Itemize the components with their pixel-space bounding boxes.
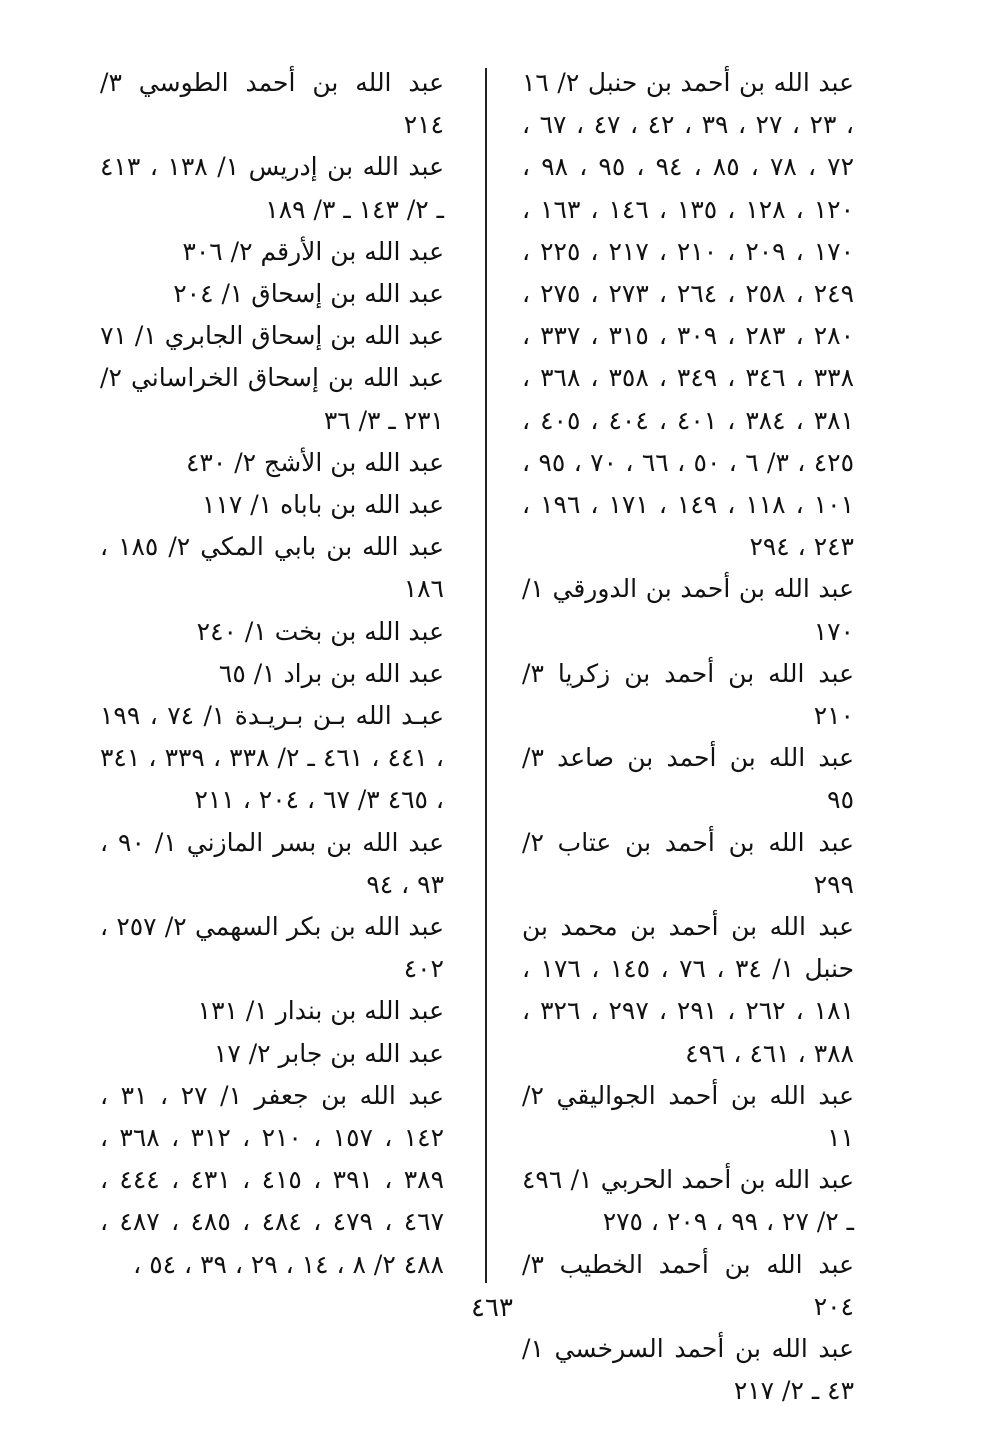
index-entry: عبد الله بن أحمد بن عتاب ٢/ ٢٩٩: [522, 827, 854, 899]
index-entry: عبد الله بن إسحاق ١/ ٢٠٤: [173, 279, 444, 309]
column-divider: [485, 68, 487, 1283]
index-entry: عبد الله بن جعفر ١/ ٢٧ ، ٣١ ، ١٤٢ ، ١٥٧ ، ٢١٠ ، ٣١٢ ، ٣٦٨ ، ٣٨٩ ، ٣٩١ ، ٤١٥ ، ٤٣١ ، ٤٤٤ ، ٤٦٧ ، ٤٧٩ ، ٤٨٤ ، ٤٨٥ ، ٤٨٧ ، ٤٨٨ ٢/ ٨ ، ١٤ ، ٢٩ ، ٣٩ ، ٥٤ ،: [100, 1080, 445, 1279]
index-entry: عبد الله بن أحمد السرخسي ١/ ٤٣ ـ ٢/ ٢١٧: [522, 1334, 854, 1406]
index-entry: عبد الله بن باباه ١/ ١١٧: [202, 490, 444, 520]
index-entry: عبد الله بن أحمد الخطيب ٣/ ٢٠٤: [522, 1249, 854, 1321]
index-entry: عبد الله بن جابر ٢/ ١٧: [213, 1038, 444, 1068]
index-entry: عبد الله بن أحمد بن حنبل ٢/ ١٦ ، ٢٣ ، ٢٧ ، ٣٩ ، ٤٢ ، ٤٧ ، ٦٧ ، ٧٢ ، ٧٨ ، ٨٥ ، ٩٤ ، ٩٥ ، ٩٨ ، ١٢٠ ، ١٢٨ ، ١٣٥ ، ١٤٦ ، ١٦٣ ، ١٧٠ ، ٢٠٩ ، ٢١٠ ، ٢١٧ ، ٢٢٥ ، ٢٤٩ ، ٢٥٨ ، ٢٦٤ ، ٢٧٣ ، ٢٧٥ ، ٢٨٠ ، ٢٨٣ ، ٣٠٩ ، ٣١٥ ، ٣٣٧ ، ٣٣٨ ، ٣٤٦ ، ٣٤٩ ، ٣٥٨ ، ٣٦٨ ، ٣٨١ ، ٣٨٤ ، ٤٠١ ، ٤٠٤ ، ٤٠٥ ، ٤٢٥ ، ٣/ ٦ ، ٥٠ ، ٦٦ ، ٧٠ ، ٩٥ ، ١٠١ ، ١١٨ ، ١٤٩ ، ١٧١ ، ١٩٦ ، ٢٤٣ ، ٢٩٤: [522, 68, 855, 562]
index-entry: عبد الله بن بكر السهمي ٢/ ٢٥٧ ، ٤٠٢: [100, 912, 444, 984]
index-entry: عبـد الله بـن بـريـدة ١/ ٧٤ ، ١٩٩ ، ٤٤١ ، ٤٦١ ـ ٢/ ٣٣٨ ، ٣٣٩ ، ٣٤١ ، ٤٦٥ ٣/ ٦٧ ، ٢٠٤ ، ٢١١: [100, 701, 444, 815]
left-column: [100, 62, 472, 1286]
index-entry: عبد الله بن أحمد الحربي ١/ ٤٩٦ ـ ٢/ ٢٧ ، ٩٩ ، ٢٠٩ ، ٢٧٥: [522, 1165, 854, 1237]
index-entry: عبد الله بن الأشج ٢/ ٤٣٠: [186, 447, 444, 477]
index-entry: عبد الله بن بسر المازني ١/ ٩٠ ، ٩٣ ، ٩٤: [100, 827, 444, 899]
right-column: [522, 62, 882, 1413]
index-entry: عبد الله بن بندار ١/ ١٣١: [197, 996, 444, 1026]
index-entry: عبد الله بن أحمد بن زكريا ٣/ ٢١٠: [522, 658, 854, 731]
page-number: ٤٦٣: [471, 1293, 513, 1323]
index-entry: عبد الله بن براد ١/ ٦٥: [218, 658, 444, 688]
index-entry: عبد الله بن أحمد الجواليقي ٢/ ١١: [522, 1080, 854, 1153]
index-entry: عبد الله بن إدريس ١/ ١٣٨ ، ٤١٣ ـ ٢/ ١٤٣ ـ ٣/ ١٨٩: [100, 152, 444, 224]
index-entry: عبد الله بن أحمد الطوسي ٣/ ٢١٤: [100, 68, 444, 140]
index-entry: عبد الله بن أحمد بن محمد بن حنبل ١/ ٣٤ ، ٧٦ ، ١٤٥ ، ١٧٦ ، ١٨١ ، ٢٦٢ ، ٢٩١ ، ٢٩٧ ، ٣٢٦ ، ٣٨٨ ، ٤٦١ ، ٤٩٦: [522, 912, 855, 1068]
index-entry: عبد الله بن الأرقم ٢/ ٣٠٦: [182, 236, 444, 266]
index-entry: عبد الله بن أحمد بن صاعد ٣/ ٩٥: [522, 743, 854, 815]
index-entry: عبد الله بن بابي المكي ٢/ ١٨٥ ، ١٨٦: [100, 532, 444, 604]
index-entry: عبد الله بن أحمد بن الدورقي ١/ ١٧٠: [522, 574, 854, 646]
index-entry: عبد الله بن بخت ١/ ٢٤٠: [196, 616, 444, 646]
index-entry: عبد الله بن إسحاق الخراساني ٢/ ٢٣١ ـ ٣/ ٣٦: [100, 363, 444, 435]
index-entry: عبد الله بن إسحاق الجابري ١/ ٧١: [100, 321, 444, 351]
